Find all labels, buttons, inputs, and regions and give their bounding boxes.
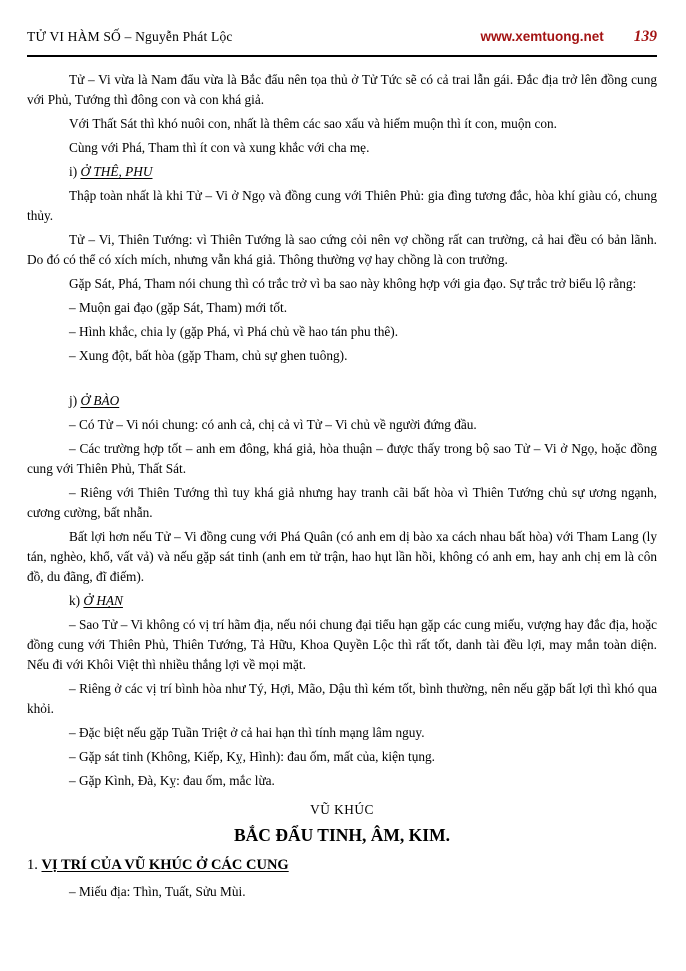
list-item: – Các trường hợp tốt – anh em đông, khá giả, hòa thuận – được thấy trong bộ sao Tử – Vi ở Ngọ, hoặc đồng cung với Thiên Phủ, Thất Sát. xyxy=(27,441,657,476)
list-item: – Đặc biệt nếu gặp Tuần Triệt ở cả hai hạn thì tính mạng lâm nguy. xyxy=(69,725,425,740)
book-title: TỬ VI HÀM SỐ – Nguyễn Phát Lộc xyxy=(27,29,233,44)
star-attributes-heading: BẮC ĐẨU TINH, ÂM, KIM. xyxy=(234,825,450,845)
list-item: – Miếu địa: Thìn, Tuất, Sửu Mùi. xyxy=(69,884,246,899)
heading-number: 1. xyxy=(27,857,42,873)
list-item: – Gặp Kình, Đà, Kỵ: đau ốm, mắc lừa. xyxy=(69,773,275,788)
section-label: k) xyxy=(69,593,84,608)
list-item: – Riêng với Thiên Tướng thì tuy khá giả nhưng hay tranh cãi bất hòa vì Thiên Tướng chủ sự ương ngạnh, cương cường, bất nhẫn. xyxy=(27,485,657,520)
section-heading-i xyxy=(27,162,657,182)
list-item: – Sao Tử – Vi không có vị trí hãm địa, nếu nói chung đại tiểu hạn gặp các cung miếu, vượng hay đắc địa, hoặc đồng cung với Thiên Phủ, Thiên Tướng, Tả Hữu, Khoa Quyền Lộc thì rất tốt, danh tài đều lợi, may mắn toàn diện. Nếu đi với Khôi Việt thì nhiều thắng lợi về mọi mặt. xyxy=(27,617,657,672)
header-right xyxy=(480,28,657,46)
list-item: – Muộn gai đạo (gặp Sát, Tham) mới tốt. xyxy=(69,300,288,315)
list-item: – Riêng ở các vị trí bình hòa như Tý, Hợi, Mão, Dậu thì kém tốt, bình thường, nên nếu gặp bất lợi thì khó qua khỏi. xyxy=(27,681,657,716)
paragraph: Với Thất Sát thì khó nuôi con, nhất là thêm các sao xấu và hiếm muộn thì ít con, muộn con. xyxy=(69,116,557,131)
paragraph: Thập toàn nhất là khi Tử – Vi ở Ngọ và đồng cung với Thiên Phủ: gia đìng tương đắc, hòa khí giàu có, chung thủy. xyxy=(27,188,657,223)
section-title: Ở HẠN xyxy=(83,593,123,608)
section-heading-j xyxy=(27,391,657,411)
website-watermark: www.xemtuong.net xyxy=(480,29,604,44)
section-title: Ở THÊ, PHU xyxy=(80,164,153,179)
heading-text: VỊ TRÍ CỦA VŨ KHÚC Ở CÁC CUNG xyxy=(41,857,289,873)
paragraph: Tử – Vi, Thiên Tướng: vì Thiên Tướng là sao cứng cỏi nên vợ chồng rất can trường, cả hai đều có bản lãnh. Do đó có thể có xích mích, nhưng vẫn khá giả. Thông thường vợ hay chồng là con trưởng. xyxy=(27,232,657,267)
list-item: – Có Tử – Vi nói chung: có anh cả, chị cả vì Tử – Vi chủ về người đứng đầu. xyxy=(69,417,477,432)
page-header xyxy=(27,28,657,57)
list-item: – Hình khắc, chia ly (gặp Phá, vì Phá chủ về hao tán phu thê). xyxy=(69,324,399,339)
section-title: Ở BÀO xyxy=(80,393,120,408)
star-name-heading: VŨ KHÚC xyxy=(310,802,374,817)
section-label: i) xyxy=(69,164,81,179)
list-item: – Xung đột, bất hòa (gặp Tham, chủ sự ghen tuông). xyxy=(69,348,348,363)
section-heading-k xyxy=(27,591,657,611)
paragraph: Bất lợi hơn nếu Tử – Vi đồng cung với Phá Quân (có anh em dị bào xa cách nhau bất hòa) với Tham Lang (ly tán, nghèo, khổ, vất vả) và nếu gặp sát tinh (anh em tử trận, hao hụt lần hồi, không có anh em, hay anh chị em là côn đồ, du đãng, đĩ điếm). xyxy=(27,529,657,584)
paragraph: Tử – Vi vừa là Nam đẩu vừa là Bắc đẩu nên tọa thủ ở Tử Tức sẽ có cả trai lẫn gái. Đắc địa trở lên đồng cung với Phủ, Tướng thì đông con và con khá giả. xyxy=(27,72,657,107)
page-content xyxy=(27,57,657,902)
paragraph: Gặp Sát, Phá, Tham nói chung thì có trắc trở vì ba sao này không hợp với gia đạo. Sự trắc trở biểu lộ rằng: xyxy=(69,276,637,291)
page-number: 139 xyxy=(633,28,657,45)
numbered-heading xyxy=(27,855,657,875)
paragraph: Cùng với Phá, Tham thì ít con và xung khắc với cha mẹ. xyxy=(69,140,370,155)
list-item: – Gặp sát tinh (Không, Kiếp, Kỵ, Hình): đau ốm, mất của, kiện tụng. xyxy=(69,749,435,764)
section-label: j) xyxy=(69,393,81,408)
